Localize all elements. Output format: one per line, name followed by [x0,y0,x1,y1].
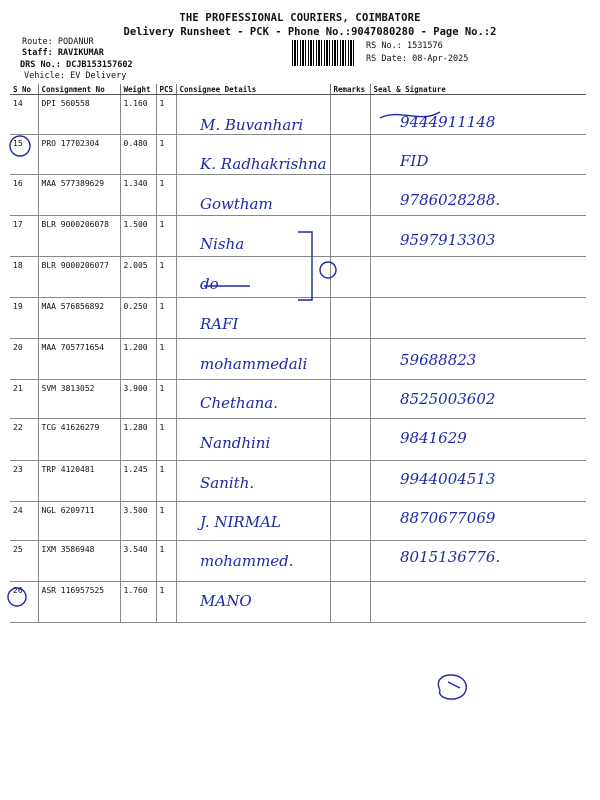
col-consignment: Consignment No [38,84,120,95]
handwritten-consignee: Gowtham [200,195,273,213]
row-pcs: 1 [156,541,176,582]
handwritten-signature-phone: 8870677069 [400,509,496,528]
row-consignment-no: MAA 705771654 [38,339,120,380]
row-weight: 2.005 [120,257,156,298]
col-weight: Weight [120,84,156,95]
row-pcs: 1 [156,339,176,380]
row-pcs: 1 [156,419,176,461]
row-pcs: 1 [156,216,176,257]
staff-line: Staff: RAVIKUMAR [22,48,104,58]
handwritten-signature-phone: 9444911148 [400,112,496,131]
col-consignee: Consignee Details [176,84,330,95]
row-sno: 17 [10,216,38,257]
row-consignment-no: DPI 560558 [38,95,120,135]
handwritten-consignee: J. NIRMAL [200,512,281,531]
row-pcs: 1 [156,461,176,502]
row-sno: 16 [10,175,38,216]
handwritten-signature-phone: 9786028288. [400,191,501,209]
row-pcs: 1 [156,298,176,339]
row-weight: 3.500 [120,502,156,541]
rs-no-value: 1531576 [406,41,443,51]
circle-mark-26 [8,588,26,606]
row-consignment-no: PRO 17702304 [38,135,120,175]
scribble-bottom [438,675,466,699]
handwritten-signature-phone: 8015136776. [400,548,501,566]
row-sno: 26 [10,582,38,623]
row-pcs: 1 [156,582,176,623]
circle-mark-15 [10,136,30,156]
route-line: Route: PODANUR [22,37,94,47]
row-sno: 14 [10,95,38,135]
row-consignment-no: ASR 116957525 [38,582,120,623]
row-weight: 1.500 [120,216,156,257]
row-pcs: 1 [156,135,176,175]
row-pcs: 1 [156,95,176,135]
col-pcs: PCS [156,84,176,95]
handwritten-signature-phone: FID [400,151,429,170]
row-consignment-no: NGL 6209711 [38,502,120,541]
row-weight: 1.760 [120,582,156,623]
handwritten-consignee: mohammedali [200,355,308,373]
row-consignment-no: TRP 4120481 [38,461,120,502]
col-remarks: Remarks [330,84,370,95]
row-sno: 18 [10,257,38,298]
row-sno: 24 [10,502,38,541]
route-value: PODANUR [57,37,94,47]
row-consignment-no: BLR 9000206077 [38,257,120,298]
handwritten-signature-phone: 8525003602 [400,390,496,409]
row-pcs: 1 [156,380,176,419]
handwritten-consignee: do [200,275,219,293]
row-weight: 0.250 [120,298,156,339]
row-sno: 15 [10,135,38,175]
handwritten-signature-phone: 59688823 [400,351,477,369]
row-sno: 21 [10,380,38,419]
handwritten-consignee: MANO [200,592,252,610]
row-weight: 1.280 [120,419,156,461]
row-consignment-no: TCG 41626279 [38,419,120,461]
row-weight: 1.160 [120,95,156,135]
handwritten-consignee: mohammed. [200,552,294,570]
row-pcs: 1 [156,175,176,216]
handwritten-consignee: Nisha [200,235,245,253]
handwritten-consignee: Nandhini [200,433,271,452]
company-title: THE PROFESSIONAL COURIERS, COIMBATORE [179,12,421,24]
row-weight: 1.200 [120,339,156,380]
row-weight: 3.900 [120,380,156,419]
signature-strike-14 [380,112,440,118]
handwritten-consignee: Sanith. [200,474,255,492]
row-consignment-no: IXM 3586948 [38,541,120,582]
handwritten-consignee: RAFI [200,315,239,333]
row-weight: 3.540 [120,541,156,582]
bracket-mark [298,232,312,300]
rs-date-value: 08-Apr-2025 [412,54,469,64]
staff-value: RAVIKUMAR [57,48,104,58]
row-consignment-no: SVM 3813052 [38,380,120,419]
col-sno: S No [10,84,38,95]
row-weight: 1.340 [120,175,156,216]
handwritten-signature-phone: 9841629 [400,429,467,448]
row-sno: 19 [10,298,38,339]
handwritten-consignee: K. Radhakrishna [200,155,327,174]
vehicle-value: EV Delivery [70,71,127,81]
rs-info: RS No.: 1531576 RS Date: 08-Apr-2025 [366,41,469,64]
row-sno: 23 [10,461,38,502]
runsheet-subtitle: Delivery Runsheet - PCK - Phone No.:9047080280 - Page No.:2 [123,26,497,38]
circled-two [320,262,336,278]
row-consignment-no: BLR 9000206078 [38,216,120,257]
col-seal: Seal & Signature [370,84,586,95]
row-consignment-no: MAA 577389629 [38,175,120,216]
row-weight: 1.245 [120,461,156,502]
handwritten-signature-phone: 9944004513 [400,470,496,488]
vehicle-line: Vehicle: EV Delivery [24,71,127,81]
drs-line: DRS No.: DCJB153157602 [20,60,133,70]
drs-value: DCJB153157602 [66,60,133,70]
row-weight: 0.480 [120,135,156,175]
row-sno: 22 [10,419,38,461]
row-pcs: 1 [156,502,176,541]
row-sno: 20 [10,339,38,380]
handwritten-consignee: Chethana. [200,393,279,412]
row-consignment-no: MAA 576856892 [38,298,120,339]
handwritten-signature-phone: 9597913303 [400,231,496,249]
handwritten-consignee: M. Buvanhari [200,116,304,135]
row-sno: 25 [10,541,38,582]
row-pcs: 1 [156,257,176,298]
